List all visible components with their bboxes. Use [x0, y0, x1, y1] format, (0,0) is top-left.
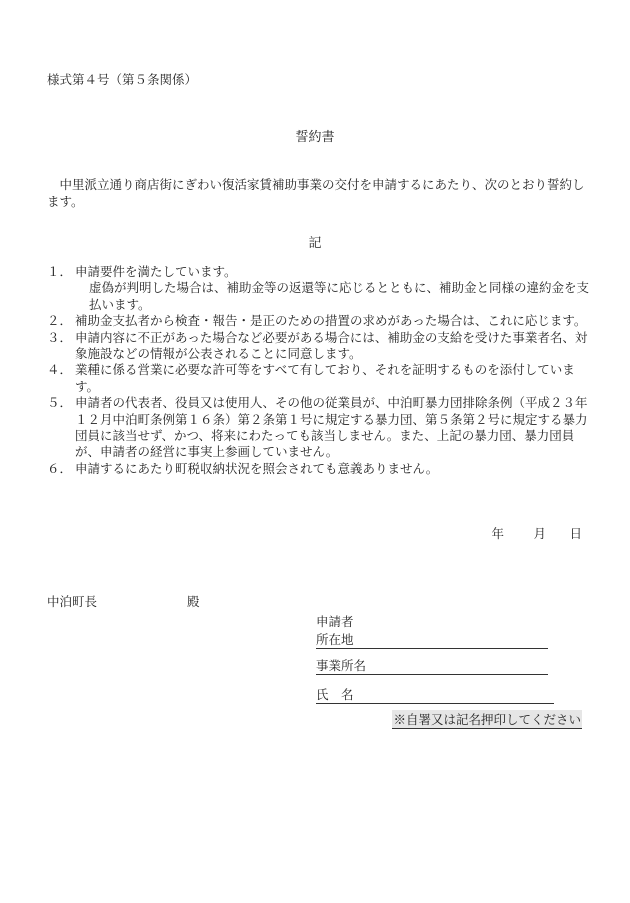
intro-paragraph: 中里派立通り商店街にぎわい復活家賃補助事業の交付を申請するにあたり、次のとおり誓約します。 — [47, 177, 585, 209]
date-month: 月 — [533, 526, 546, 541]
clause-number: １． — [47, 264, 73, 279]
date-row — [458, 524, 582, 542]
date-day: 日 — [569, 526, 582, 541]
clause-item — [47, 280, 592, 313]
clause-text: 虚偽が判明した場合は、補助金等の返還等に応じるとともに、補助金と同様の違約金を支払います。 — [89, 280, 590, 312]
clause-number: ２． — [47, 313, 73, 329]
clause-number: ５． — [47, 395, 73, 411]
clause-item — [47, 313, 592, 329]
office-name-field[interactable] — [316, 658, 548, 675]
clause-item — [47, 330, 592, 363]
clause-text: 申請するにあたり町税収納状況を照会されても意義ありません。 — [75, 460, 439, 476]
ki-heading: 記 — [308, 236, 322, 251]
signature-note: ※自署又は記名押印してください — [393, 712, 581, 727]
addressee-line — [47, 592, 200, 610]
clause-text: 補助金支払者から検査・報告・是正のための措置の求めがあった場合は、これに応じます。 — [75, 313, 587, 329]
name-field[interactable] — [316, 687, 554, 704]
clause-number: ４． — [47, 362, 73, 378]
date-year: 年 — [491, 526, 504, 541]
clause-item — [47, 264, 592, 280]
addressee-honorific: 殿 — [187, 594, 200, 609]
clause-text: 申請者の代表者、役員又は使用人、その他の従業員が、中泊町暴力団排除条例（平成２３年１２月中泊町条例第１６条）第２条第１号に規定する暴力団、第５条第２号に規定する暴力団員に該当せず、かつ、将来にわたっても該当しません。また、上記の暴力団、暴力団員が、申請者の経営に事実上参画していません。 — [75, 395, 588, 460]
address-field[interactable] — [316, 632, 548, 649]
addressee-label: 中泊町長 — [47, 594, 98, 609]
clause-list — [47, 264, 592, 477]
clause-text: 申請要件を満たしています。 — [75, 264, 237, 279]
clause-item — [47, 362, 592, 395]
clause-number: ３． — [47, 329, 73, 345]
clause-number — [47, 280, 75, 313]
clause-item — [47, 395, 592, 461]
clause-item — [47, 461, 592, 477]
office-name-label: 事業所名 — [316, 658, 367, 673]
clause-text: 業種に係る営業に必要な許可等をすべて有しており、それを証明するものを添付しています。 — [75, 362, 575, 394]
form-number: 様式第４号（第５条関係） — [47, 72, 198, 87]
clause-text: 申請内容に不正があった場合など必要がある場合には、補助金の支給を受けた事業者名、対象施設などの情報が公表されることに同意します。 — [75, 329, 588, 362]
clause-number: ６． — [47, 460, 73, 476]
applicant-heading: 申請者 — [316, 614, 354, 629]
address-label: 所在地 — [316, 632, 354, 647]
name-label: 氏 名 — [316, 687, 354, 702]
document-title: 誓約書 — [295, 130, 335, 145]
